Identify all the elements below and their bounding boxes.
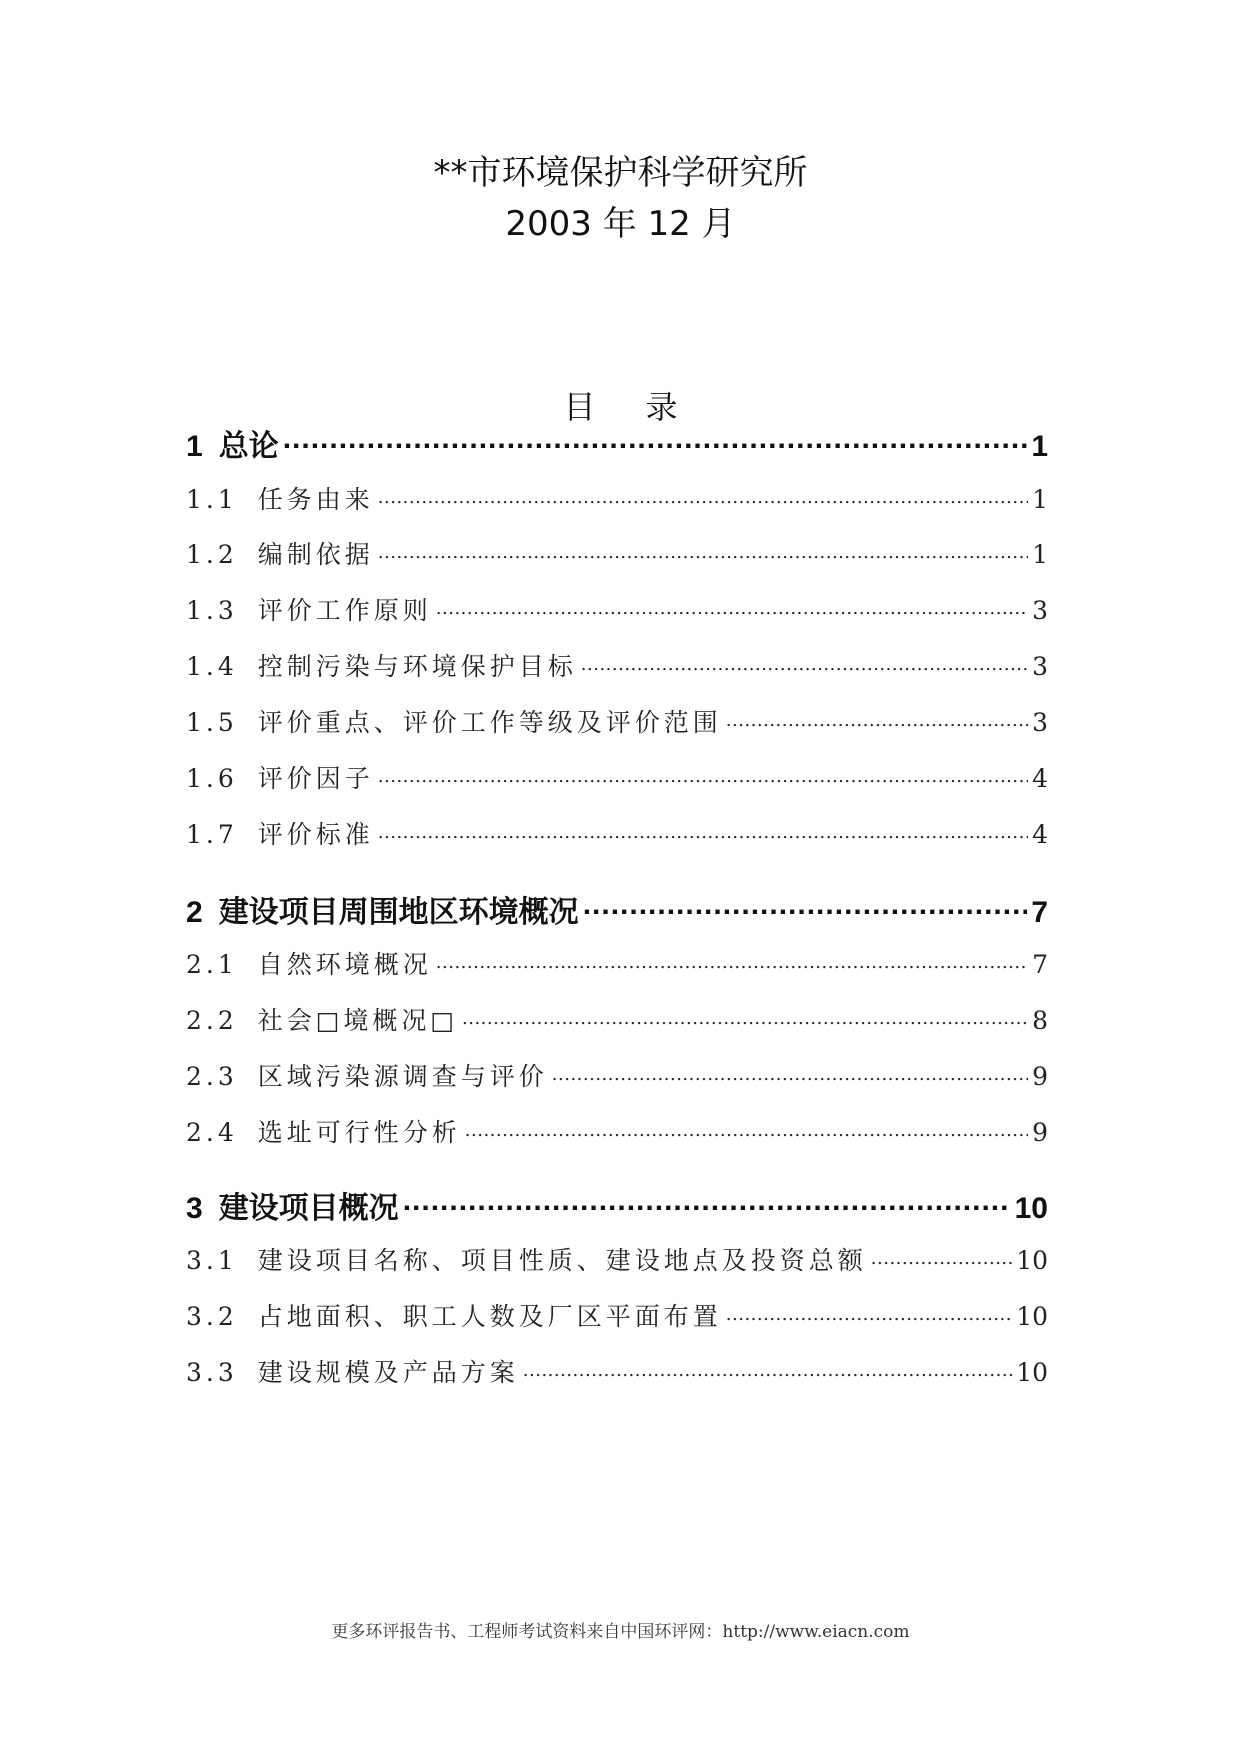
toc-entry-label: 建设规模及产品方案 bbox=[257, 1358, 519, 1387]
toc-chapter-entry bbox=[186, 1183, 1048, 1227]
toc-entry-page: 10 bbox=[1016, 1302, 1048, 1331]
toc-section-entry bbox=[186, 591, 1048, 631]
toc-leader-dots bbox=[462, 1004, 1028, 1029]
toc-entry-label: 编制依据 bbox=[257, 540, 374, 569]
toc-entry-number: 3.1 bbox=[186, 1246, 238, 1275]
toc-entry-number: 1.4 bbox=[186, 652, 238, 681]
toc-leader-dots bbox=[436, 948, 1028, 973]
toc-entry-label: 评价因子 bbox=[257, 764, 374, 793]
toc-entry-label: 选址可行性分析 bbox=[257, 1118, 461, 1147]
toc-entry-number: 2 bbox=[186, 896, 203, 929]
toc-entry-page: 1 bbox=[1031, 430, 1048, 463]
toc-entry-label: 评价重点、评价工作等级及评价范围 bbox=[257, 708, 722, 737]
toc-entry-number: 2.2 bbox=[186, 1006, 238, 1035]
toc-entry-page: 3 bbox=[1032, 596, 1048, 625]
toc-entry-page: 9 bbox=[1032, 1062, 1048, 1091]
toc-leader-dots bbox=[436, 594, 1028, 619]
toc-leader-dots bbox=[523, 1356, 1012, 1381]
toc-title: 目录 bbox=[563, 388, 728, 426]
toc-entry-page: 1 bbox=[1032, 540, 1048, 569]
toc-entry-label: 建设项目周围地区环境概况 bbox=[218, 896, 579, 929]
toc-entry-page: 4 bbox=[1032, 820, 1048, 849]
toc-section-entry bbox=[186, 759, 1048, 799]
toc-leader-dots bbox=[378, 538, 1028, 563]
toc-entry-label: 评价工作原则 bbox=[257, 596, 432, 625]
toc-entry-number: 1.6 bbox=[186, 764, 238, 793]
toc-entry-page: 4 bbox=[1032, 764, 1048, 793]
toc-leader-dots bbox=[283, 426, 1028, 456]
toc-leader-dots bbox=[581, 650, 1028, 675]
toc-entry-page: 3 bbox=[1032, 708, 1048, 737]
toc-section-entry bbox=[186, 535, 1048, 575]
toc-entry-number: 3.2 bbox=[186, 1302, 238, 1331]
toc-entry-page: 10 bbox=[1016, 1246, 1048, 1275]
toc-leader-dots bbox=[583, 892, 1028, 922]
toc-entry-page: 3 bbox=[1032, 652, 1048, 681]
toc-entry-label: 社会□境概况□ bbox=[257, 1006, 459, 1035]
toc-section-entry bbox=[186, 1001, 1048, 1041]
organization-name: **市环境保护科学研究所 bbox=[433, 153, 808, 193]
toc-section-entry bbox=[186, 647, 1048, 687]
toc-entry-label: 总论 bbox=[218, 430, 279, 463]
toc-entry-page: 10 bbox=[1016, 1358, 1048, 1387]
toc-leader-dots bbox=[378, 483, 1028, 508]
toc-entry-label: 控制污染与环境保护目标 bbox=[257, 652, 577, 681]
toc-entry-label: 评价标准 bbox=[257, 820, 374, 849]
toc-leader-dots bbox=[871, 1244, 1012, 1269]
toc-section-entry bbox=[186, 1057, 1048, 1097]
toc-entry-page: 9 bbox=[1032, 1118, 1048, 1147]
toc-section-entry bbox=[186, 945, 1048, 985]
toc-entry-number: 1.3 bbox=[186, 596, 238, 625]
toc-entry-label: 建设项目概况 bbox=[218, 1192, 399, 1225]
toc-entry-page: 7 bbox=[1031, 896, 1048, 929]
toc-entry-page: 1 bbox=[1032, 485, 1048, 514]
toc-section-entry bbox=[186, 815, 1048, 855]
toc-leader-dots bbox=[726, 706, 1028, 731]
toc-section-entry bbox=[186, 1241, 1048, 1281]
toc-entry-label: 任务由来 bbox=[257, 485, 374, 514]
toc-entry-number: 3 bbox=[186, 1192, 203, 1225]
footer-text: 更多环评报告书、工程师考试资料来自中国环评网：http://www.eiacn.com bbox=[331, 1622, 910, 1642]
toc-leader-dots bbox=[726, 1300, 1012, 1325]
toc-entry-label: 区域污染源调查与评价 bbox=[257, 1062, 548, 1091]
toc-entry-number: 1.5 bbox=[186, 708, 238, 737]
toc-section-entry bbox=[186, 1353, 1048, 1393]
toc-section-entry bbox=[186, 480, 1048, 520]
toc-entry-number: 1.1 bbox=[186, 485, 238, 514]
toc-leader-dots bbox=[378, 818, 1028, 843]
toc-entry-label: 自然环境概况 bbox=[257, 950, 432, 979]
toc-leader-dots bbox=[403, 1188, 1011, 1218]
toc-entry-number: 1.2 bbox=[186, 540, 238, 569]
toc-section-entry bbox=[186, 703, 1048, 743]
toc-entry-number: 2.3 bbox=[186, 1062, 238, 1091]
toc-leader-dots bbox=[378, 762, 1028, 787]
toc-section-entry bbox=[186, 1113, 1048, 1153]
toc-leader-dots bbox=[465, 1116, 1028, 1141]
toc-chapter-entry bbox=[186, 421, 1048, 465]
toc-entry-number: 1.7 bbox=[186, 820, 238, 849]
toc-entry-page: 10 bbox=[1014, 1192, 1048, 1225]
toc-entry-number: 1 bbox=[186, 430, 203, 463]
toc-entry-number: 2.4 bbox=[186, 1118, 238, 1147]
report-date: 2003 年 12 月 bbox=[505, 204, 736, 244]
toc-chapter-entry bbox=[186, 887, 1048, 931]
toc-entry-number: 2.1 bbox=[186, 950, 238, 979]
toc-entry-label: 占地面积、职工人数及厂区平面布置 bbox=[257, 1302, 722, 1331]
toc-entry-number: 3.3 bbox=[186, 1358, 238, 1387]
toc-entry-page: 7 bbox=[1032, 950, 1048, 979]
toc-leader-dots bbox=[552, 1060, 1028, 1085]
toc-entry-label: 建设项目名称、项目性质、建设地点及投资总额 bbox=[257, 1246, 867, 1275]
toc-section-entry bbox=[186, 1297, 1048, 1337]
toc-entry-page: 8 bbox=[1032, 1006, 1048, 1035]
